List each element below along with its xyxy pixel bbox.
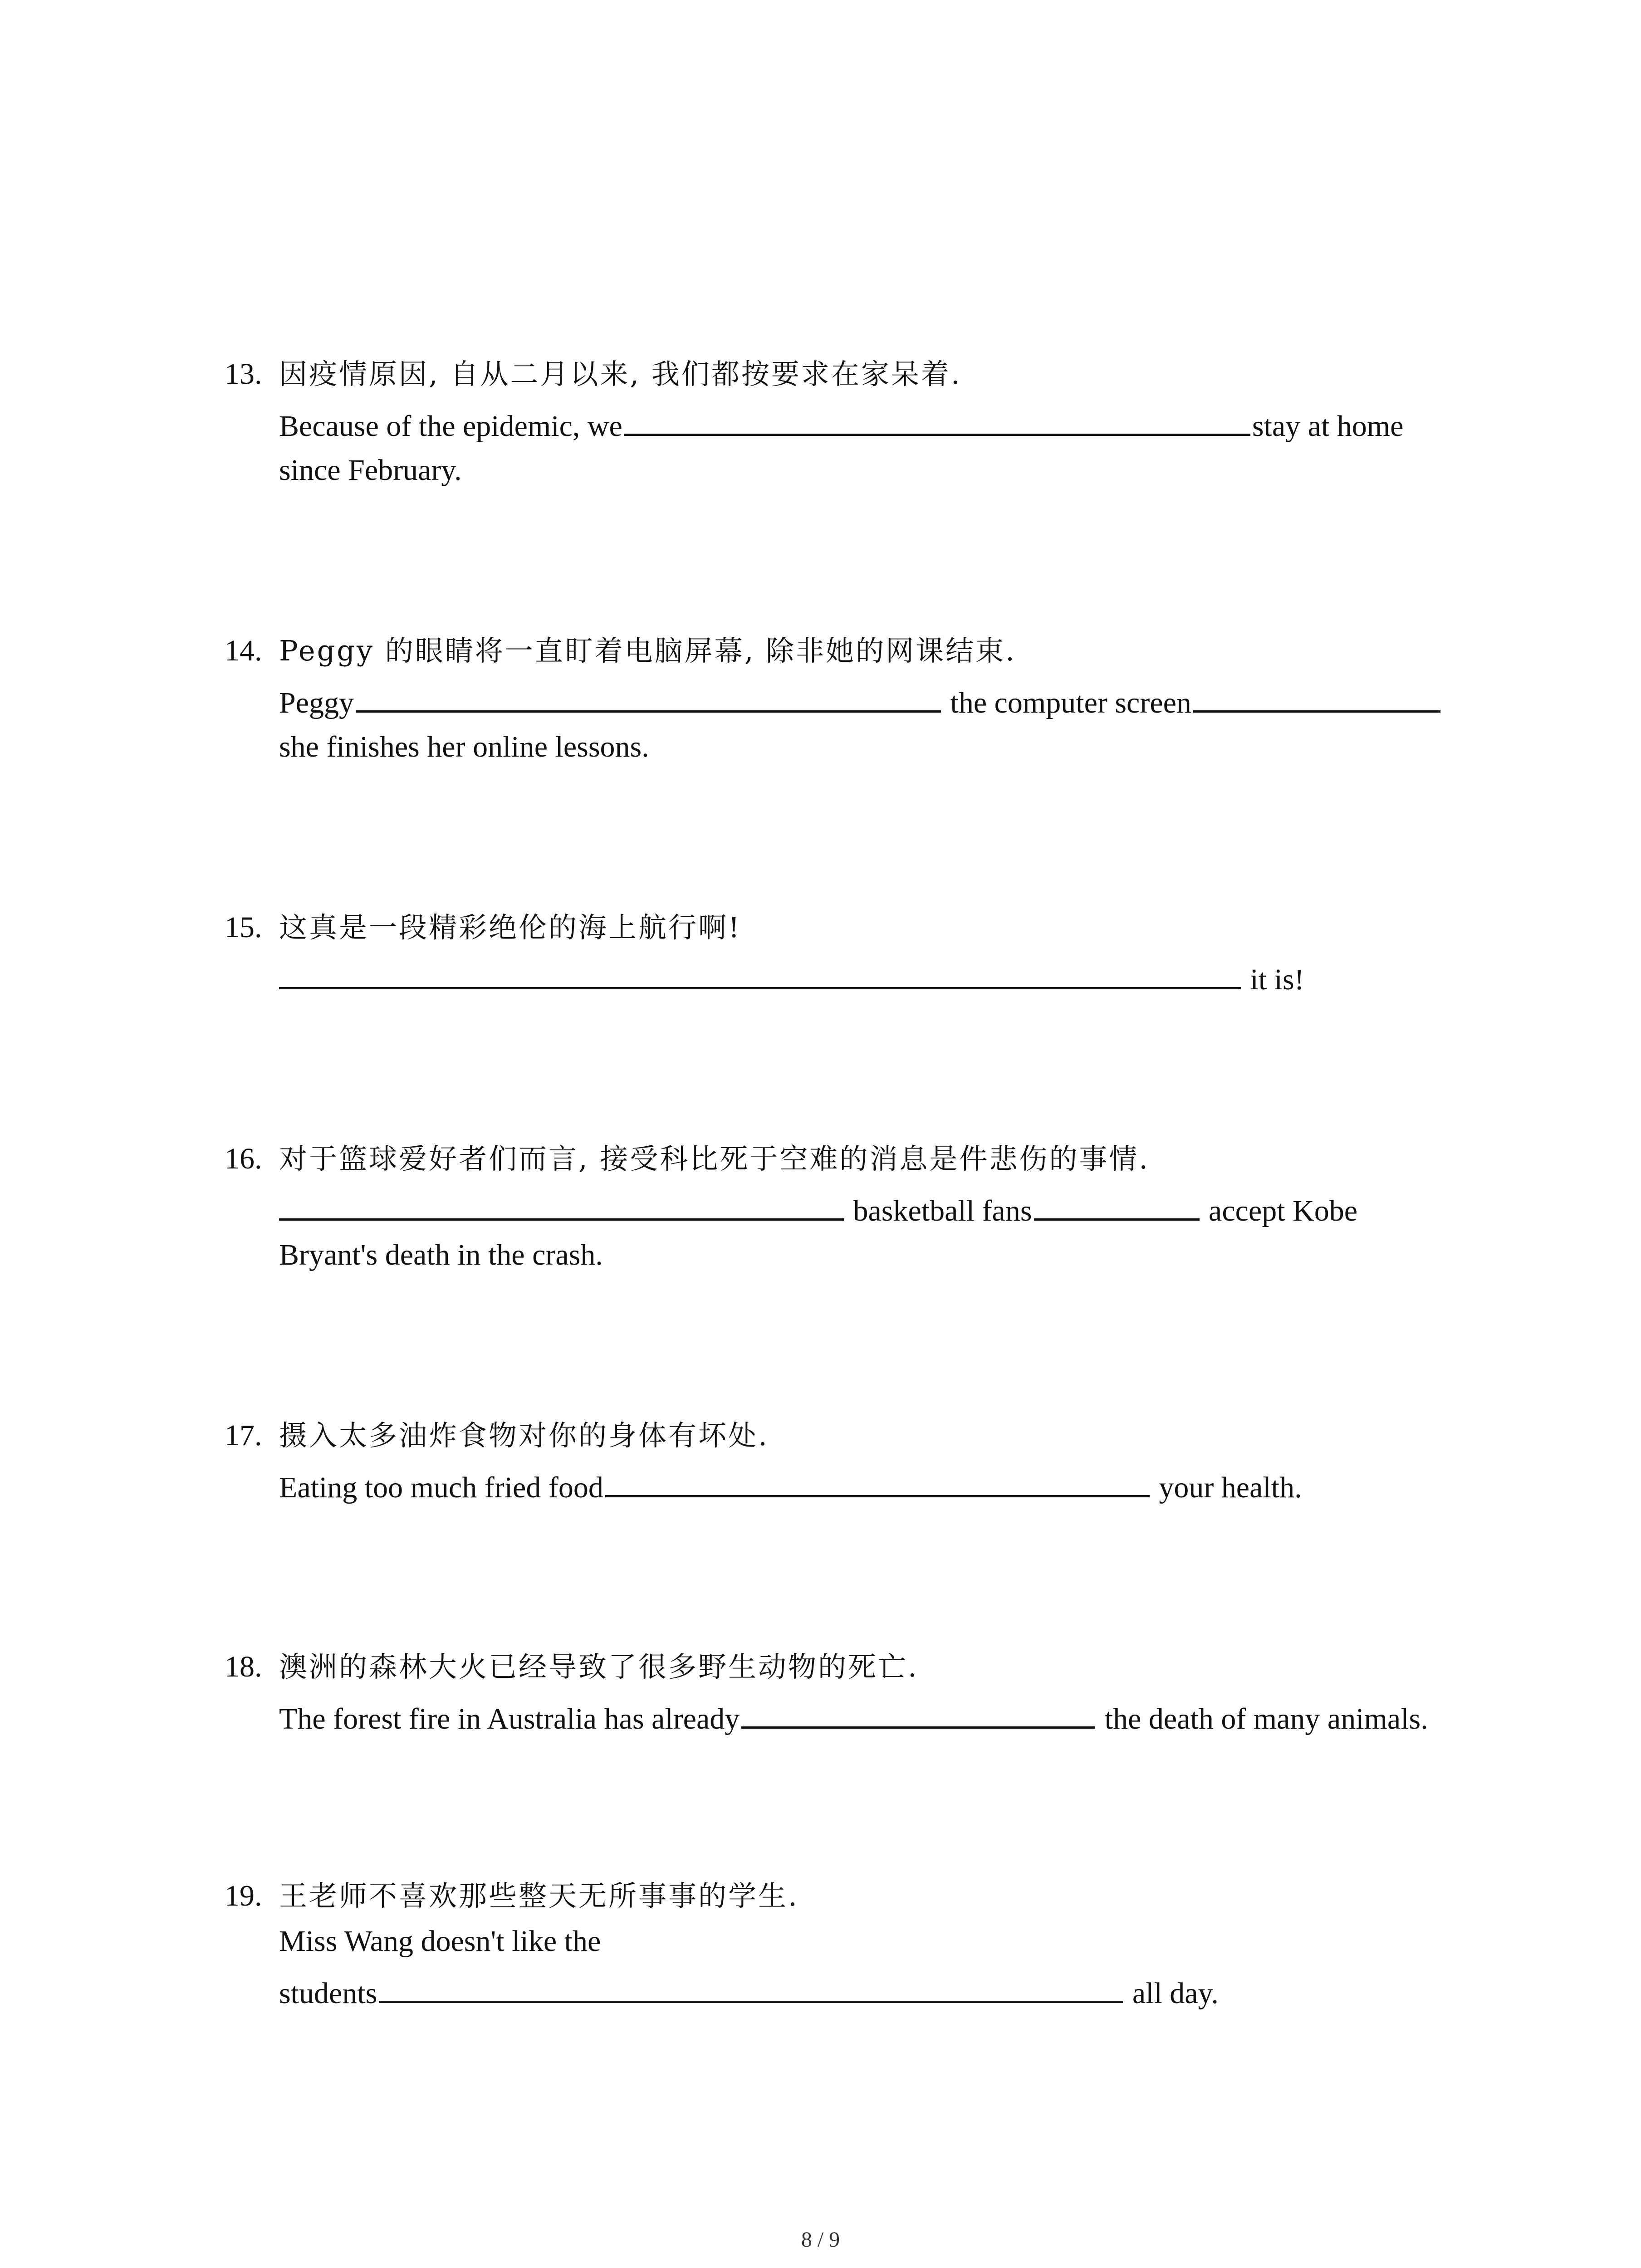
answer-blank[interactable] bbox=[279, 1189, 844, 1221]
answer-blank[interactable] bbox=[741, 1697, 1095, 1729]
sentence-continuation: since February. bbox=[279, 454, 462, 487]
sentence-start: Peggy bbox=[279, 686, 354, 719]
chinese-sentence: 王老师不喜欢那些整天无所事事的学生. bbox=[279, 1879, 799, 1912]
chinese-sentence: 因疫情原因, 自从二月以来, 我们都按要求在家呆着. bbox=[279, 357, 962, 391]
answer-line bbox=[279, 1972, 1219, 2013]
question-18-prompt bbox=[225, 1647, 919, 1687]
question-13-prompt bbox=[225, 354, 962, 395]
sentence-continuation: she finishes her online lessons. bbox=[279, 730, 649, 763]
question-16-prompt bbox=[225, 1139, 1150, 1179]
page-number: 8 / 9 bbox=[801, 2228, 840, 2252]
answer-line bbox=[279, 1189, 1357, 1230]
question-number: 19. bbox=[225, 1879, 262, 1912]
question-number: 13. bbox=[225, 357, 262, 391]
question-number: 16. bbox=[225, 1142, 262, 1175]
sentence-start: Miss Wang doesn't like the bbox=[279, 1925, 601, 1958]
sentence-start: students bbox=[279, 1977, 377, 2010]
answer-blank[interactable] bbox=[624, 405, 1250, 436]
answer-line bbox=[279, 1697, 1428, 1738]
sentence-start: The forest fire in Australia has already bbox=[279, 1702, 740, 1735]
sentence-continuation: Bryant's death in the crash. bbox=[279, 1238, 603, 1271]
question-number: 14. bbox=[225, 634, 262, 667]
sentence-middle: basketball fans bbox=[846, 1194, 1032, 1227]
answer-line bbox=[279, 1466, 1302, 1507]
question-number: 15. bbox=[225, 911, 262, 944]
sentence-end: accept Kobe bbox=[1201, 1194, 1358, 1227]
answer-blank[interactable] bbox=[379, 1972, 1123, 2003]
question-number: 18. bbox=[225, 1650, 262, 1683]
sentence-end: all day. bbox=[1125, 1977, 1219, 2010]
chinese-sentence: 对于篮球爱好者们而言, 接受科比死于空难的消息是件悲伤的事情. bbox=[279, 1142, 1150, 1175]
question-17-prompt bbox=[225, 1415, 769, 1456]
sentence-start: Eating too much fried food bbox=[279, 1471, 603, 1504]
sentence-end: stay at home bbox=[1252, 410, 1404, 443]
chinese-sentence: Peggy 的眼睛将一直盯着电脑屏幕, 除非她的网课结束. bbox=[279, 634, 1016, 667]
answer-line bbox=[279, 681, 1442, 722]
answer-line bbox=[279, 405, 1403, 445]
answer-blank[interactable] bbox=[1193, 681, 1440, 713]
chinese-sentence: 摄入太多油炸食物对你的身体有坏处. bbox=[279, 1419, 769, 1452]
question-19-prompt bbox=[225, 1876, 799, 1916]
sentence-end: the death of many animals. bbox=[1097, 1702, 1428, 1735]
answer-blank[interactable] bbox=[605, 1466, 1150, 1497]
chinese-sentence: 这真是一段精彩绝伦的海上航行啊! bbox=[279, 911, 741, 944]
answer-blank[interactable] bbox=[1034, 1189, 1200, 1221]
answer-blank[interactable] bbox=[356, 681, 941, 713]
sentence-end: your health. bbox=[1151, 1471, 1302, 1504]
chinese-sentence: 澳洲的森林大火已经导致了很多野生动物的死亡. bbox=[279, 1650, 919, 1683]
sentence-end: it is! bbox=[1243, 963, 1304, 996]
answer-blank[interactable] bbox=[279, 958, 1241, 989]
sentence-middle: the computer screen bbox=[943, 686, 1191, 719]
question-15-prompt bbox=[225, 907, 741, 948]
answer-line bbox=[279, 958, 1304, 999]
question-14-prompt bbox=[225, 631, 1016, 671]
sentence-start: Because of the epidemic, we bbox=[279, 410, 622, 443]
question-number: 17. bbox=[225, 1419, 262, 1452]
